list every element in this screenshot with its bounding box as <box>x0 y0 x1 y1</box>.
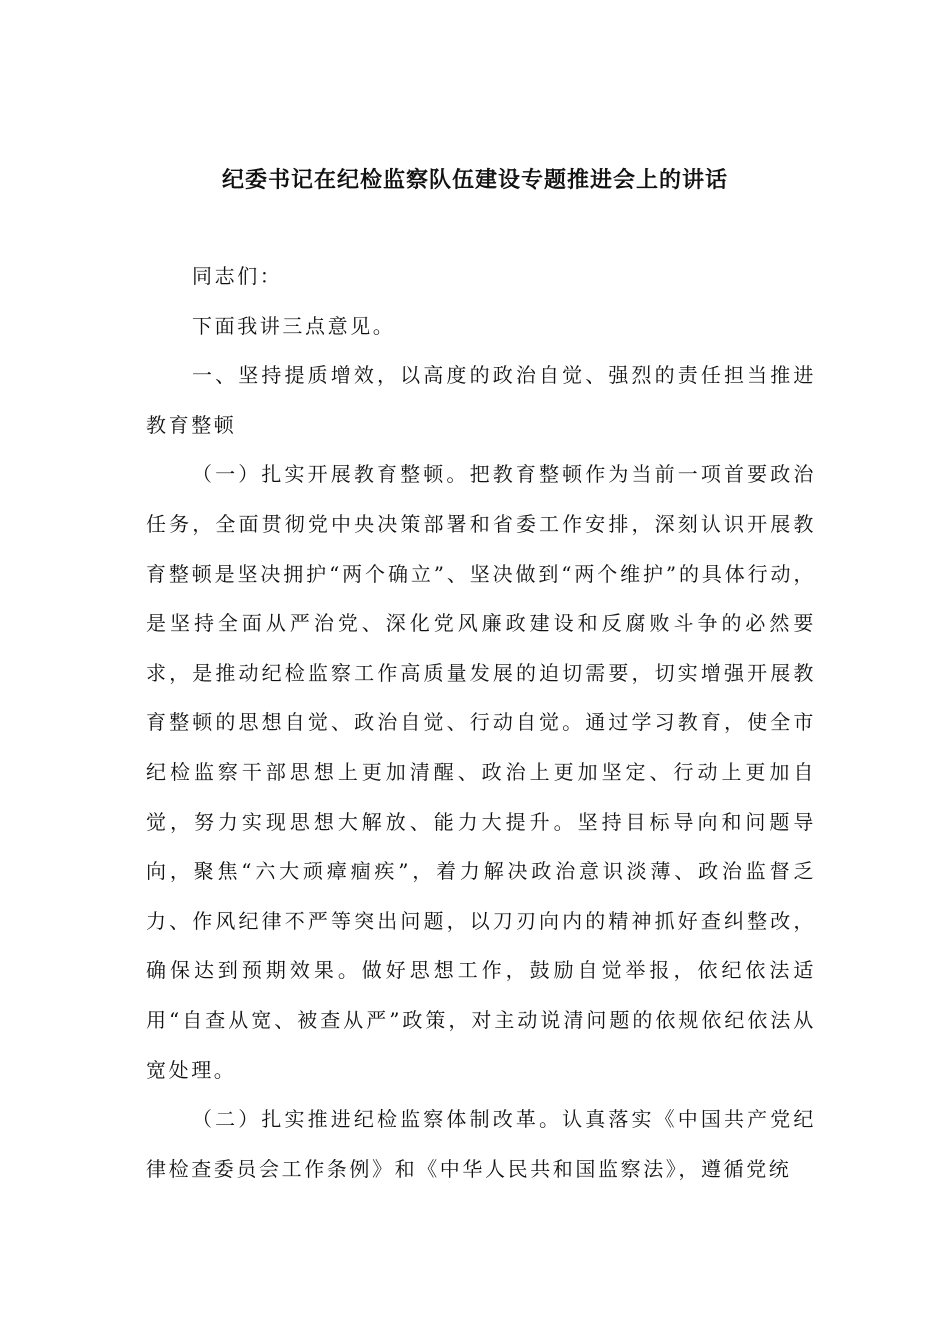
document-body <box>146 252 816 1194</box>
intro-paragraph: 下面我讲三点意见。 <box>192 313 396 338</box>
paragraph-1: （一）扎实开展教育整顿。把教育整顿作为当前一项首要政治任务，全面贯彻党中央决策部署和省委工作安排，深刻认识开展教育整顿是坚决拥护“两个确立”、坚决做到“两个维护”的具体行动，是坚持全面从严治党、深化党风廉政建设和反腐败斗争的必然要求，是推动纪检监察工作高质量发展的迫切需要，切实增强开展教育整顿的思想自觉、政治自觉、行动自觉。通过学习教育，使全市纪检监察干部思想上更加清醒、政治上更加坚定、行动上更加自觉，努力实现思想大解放、能力大提升。坚持目标导向和问题导向，聚焦“六大顽瘴痼疾”，着力解决政治意识淡薄、政治监督乏力、作风纪律不严等突出问题，以刀刃向内的精神抓好查纠整改，确保达到预期效果。做好思想工作，鼓励自觉举报，依纪依法适用“自查从宽、被查从严”政策，对主动说清问题的依规依纪依法从宽处理。 <box>146 462 816 1082</box>
paragraph-2: （二）扎实推进纪检监察体制改革。认真落实《中国共产党纪律检查委员会工作条例》和《中华人民共和国监察法》，遵循党统 <box>146 1107 816 1181</box>
document-title: 纪委书记在纪检监察队伍建设专题推进会上的讲话 <box>221 167 728 193</box>
salutation: 同志们： <box>192 264 283 288</box>
section-heading-1: 一、坚持提质增效，以高度的政治自觉、强烈的责任担当推进教育整顿 <box>146 363 816 437</box>
